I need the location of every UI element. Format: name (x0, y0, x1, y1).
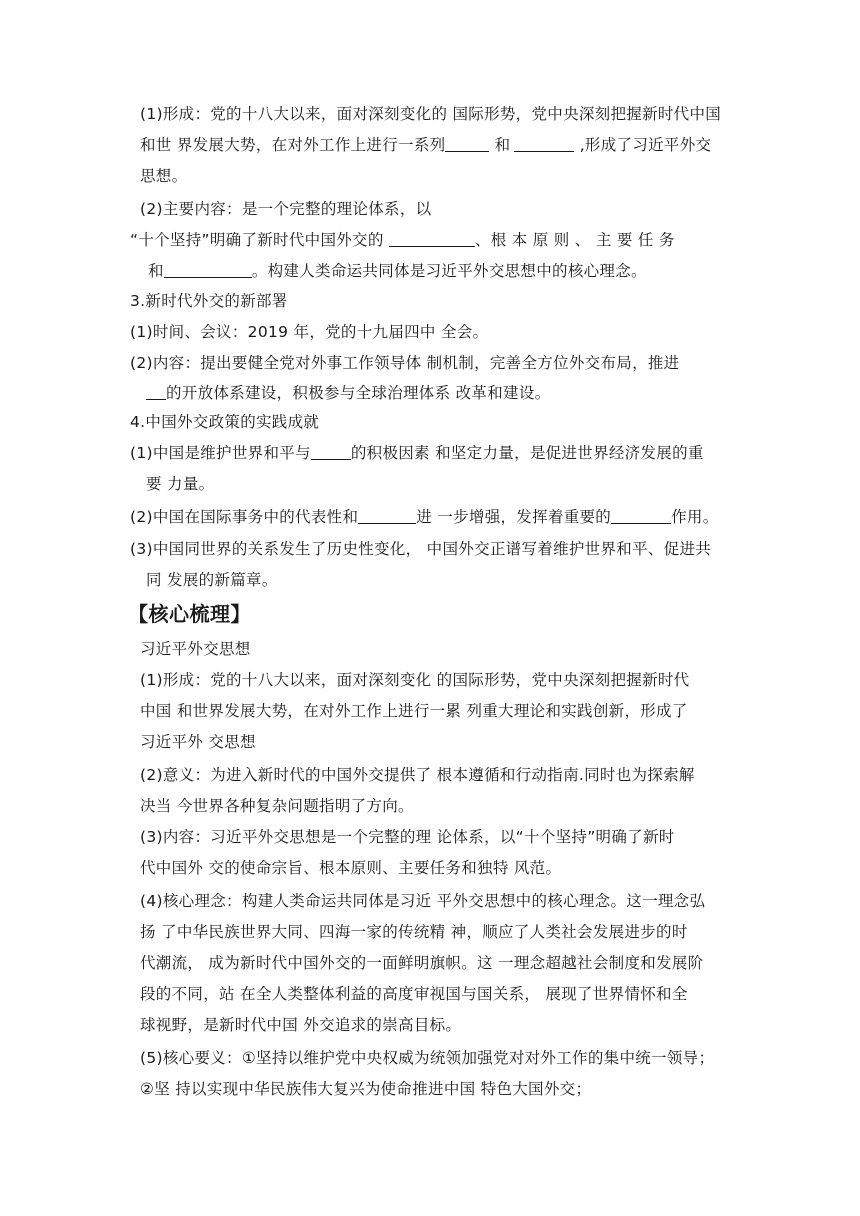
section-4-line-1-end: 的积极因素 和坚定力量，是促进世界经济发展的重 (350, 444, 704, 462)
section-4-line-3-mid: 进 一步增强，发挥着重要的 (416, 508, 612, 526)
core-subtitle: 习近平外交思想 (140, 640, 251, 658)
fill-blank (358, 507, 416, 524)
fill-blank (514, 135, 574, 152)
core-line: (1)形成：党的十八大以来，面对深刻变化 的国际形势，党中央深刻把握新时代 (140, 671, 690, 689)
section-4-line-2: 要 力量。 (146, 475, 215, 493)
section-4-line-4: (3)中国同世界的关系发生了历史性变化， 中国外交正谱写着维护世界和平、促进共 (130, 540, 712, 558)
section-4-line-3 (130, 506, 719, 528)
content-line-1: (2)主要内容：是一个完整的理论体系，以 (140, 200, 432, 218)
core-line: (3)内容：习近平外交思想是一个完整的理 论体系，以“十个坚持”明确了新时 (140, 828, 675, 846)
section-3-line-3 (146, 382, 550, 404)
content-line-3 (148, 260, 647, 282)
section-3-line-2: (2)内容：提出要健全党对外事工作领导体 制机制，完善全方位外交布局，推进 (130, 354, 680, 372)
section-3-line-1: (1)时间、会议：2019 年，党的十九届四中 全会。 (130, 323, 489, 341)
core-line: ②坚 持以实现中华民族伟大复兴为使命推进中国 特色大国外交； (140, 1080, 592, 1098)
content-line-3-end: 。构建人类命运共同体是习近平外交思想中的核心理念。 (251, 262, 647, 280)
content-line-3-and: 和 (148, 262, 164, 280)
section-4-line-3-text: (2)中国在国际事务中的代表性和 (130, 508, 359, 526)
formation-line-2 (140, 134, 711, 156)
content-line-2-end: 、根 本 原 则 、 主 要 任 务 (474, 231, 675, 249)
core-line: 代中国外 交的使命宗旨、根本原则、主要任务和独特 风范。 (140, 859, 562, 877)
section-4-line-5: 同 发展的新篇章。 (146, 571, 278, 589)
section-4-title: 4.中国外交政策的实践成就 (130, 413, 320, 431)
core-heading: 【核心梳理】 (128, 602, 251, 626)
formation-line-2-text: 和世 界发展大势，在对外工作上进行一系列 (140, 136, 446, 154)
core-line: 代潮流， 成为新时代中国外交的一面鲜明旗帜。这 一理念超越社会制度和发展阶 (140, 954, 704, 972)
core-line: (4)核心理念：构建人类命运共同体是习近 平外交思想中的核心理念。这一理念弘 (140, 892, 706, 910)
fill-blank (311, 443, 351, 460)
section-4-line-1 (130, 442, 704, 464)
core-line: (5)核心要义：①坚持以维护党中央权威为统领加强党对对外工作的集中统一领导； (140, 1049, 715, 1067)
section-4-line-3-end: 作用。 (671, 508, 719, 526)
fill-blank (445, 135, 489, 152)
formation-line-2-end: ,形成了习近平外交 (574, 136, 712, 154)
core-line: 段的不同，站 在全人类整体利益的高度审视国与国关系， 展现了世界情怀和全 (140, 985, 688, 1003)
core-line: 扬 了中华民族世界大同、四海一家的传统精 神，顺应了人类社会发展进步的时 (140, 923, 688, 941)
core-line: 球视野，是新时代中国 外交追求的崇高目标。 (140, 1016, 462, 1034)
fill-blank (611, 507, 671, 524)
formation-line-2-and: 和 (489, 136, 511, 154)
fill-blank (146, 383, 166, 400)
core-line: (2)意义：为进入新时代的中国外交提供了 根本遵循和行动指南.同时也为探索解 (140, 766, 695, 784)
core-line: 习近平外 交思想 (140, 733, 256, 751)
formation-line-3: 思想。 (140, 167, 188, 185)
content-line-2-text: “十个坚持”明确了新时代中国外交的 (130, 231, 389, 249)
core-line: 决当 今世界各种复杂问题指明了方向。 (140, 797, 414, 815)
formation-line-1: (1)形成：党的十八大以来，面对深刻变化的 国际形势，党中央深刻把握新时代中国 (140, 105, 722, 123)
section-4-line-1-text: (1)中国是维护世界和平与 (130, 444, 311, 462)
fill-blank (389, 230, 475, 247)
content-line-2 (130, 229, 675, 251)
core-line: 中国 和世界发展大势，在对外工作上进行一累 列重大理论和实践创新，形成了 (140, 702, 688, 720)
fill-blank (164, 261, 252, 278)
section-3-title: 3.新时代外交的新部署 (130, 292, 288, 310)
section-3-line-3-text: 的开放体系建设，积极参与全球治理体系 改革和建设。 (166, 384, 551, 402)
